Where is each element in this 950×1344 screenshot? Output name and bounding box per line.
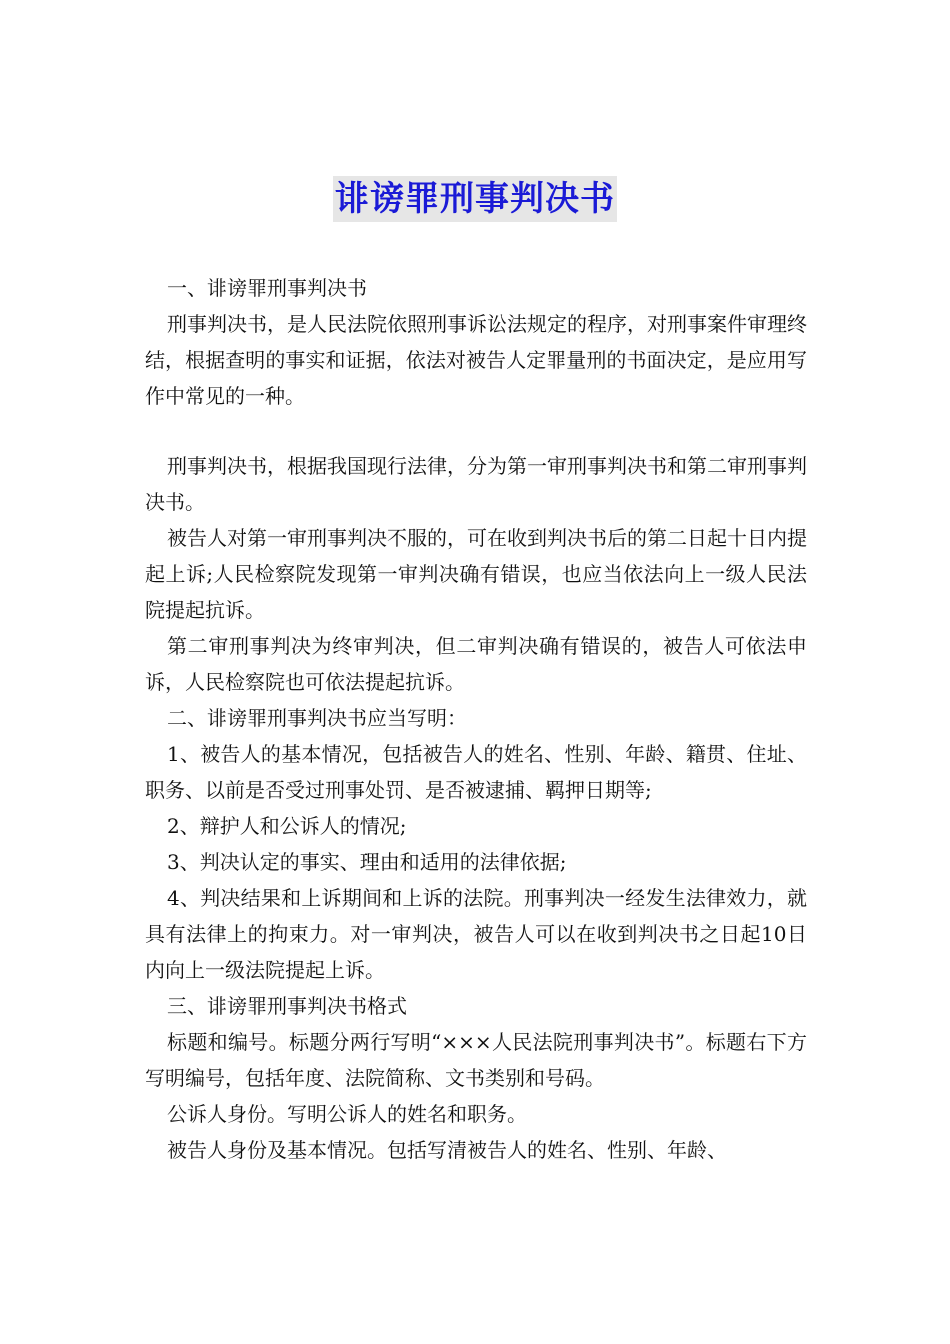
paragraph: 标题和编号。标题分两行写明“×××人民法院刑事判决书”。标题右下方写明编号，包括年度、法院简称、文书类别和号码。 (145, 1030, 807, 1090)
list-item: 1、被告人的基本情况，包括被告人的姓名、性别、年龄、籍贯、住址、职务、以前是否受过刑事处罚、是否被逮捕、羁押日期等; (145, 742, 807, 802)
section-heading-2: 二、诽谤罪刑事判决书应当写明： (167, 706, 467, 730)
document-title: 诽谤罪刑事判决书 (333, 176, 617, 222)
paragraph: 刑事判决书，是人民法院依照刑事诉讼法规定的程序，对刑事案件审理终结，根据查明的事实和证据，依法对被告人定罪量刑的书面决定，是应用写作中常见的一种。 (145, 312, 807, 408)
list-item: 2、辩护人和公诉人的情况; (167, 814, 407, 838)
list-item: 3、判决认定的事实、理由和适用的法律依据; (167, 850, 567, 874)
section-heading-1: 一、诽谤罪刑事判决书 (167, 276, 367, 300)
list-item: 4、判决结果和上诉期间和上诉的法院。刑事判决一经发生法律效力，就具有法律上的拘束力。对一审判决，被告人可以在收到判决书之日起10日内向上一级法院提起上诉。 (145, 886, 807, 982)
paragraph: 第二审刑事判决为终审判决，但二审判决确有错误的，被告人可依法申诉，人民检察院也可依法提起抗诉。 (145, 634, 807, 694)
paragraph: 刑事判决书，根据我国现行法律，分为第一审刑事判决书和第二审刑事判决书。 (145, 454, 807, 514)
title-area (0, 176, 950, 222)
paragraph: 公诉人身份。写明公诉人的姓名和职务。 (167, 1102, 527, 1126)
paragraph: 被告人对第一审刑事判决不服的，可在收到判决书后的第二日起十日内提起上诉;人民检察院发现第一审判决确有错误，也应当依法向上一级人民法院提起抗诉。 (145, 526, 807, 622)
blank-line (145, 414, 807, 448)
paragraph: 被告人身份及基本情况。包括写清被告人的姓名、性别、年龄、 (167, 1138, 727, 1162)
section-heading-3: 三、诽谤罪刑事判决书格式 (167, 994, 407, 1018)
document-body (145, 270, 807, 1168)
